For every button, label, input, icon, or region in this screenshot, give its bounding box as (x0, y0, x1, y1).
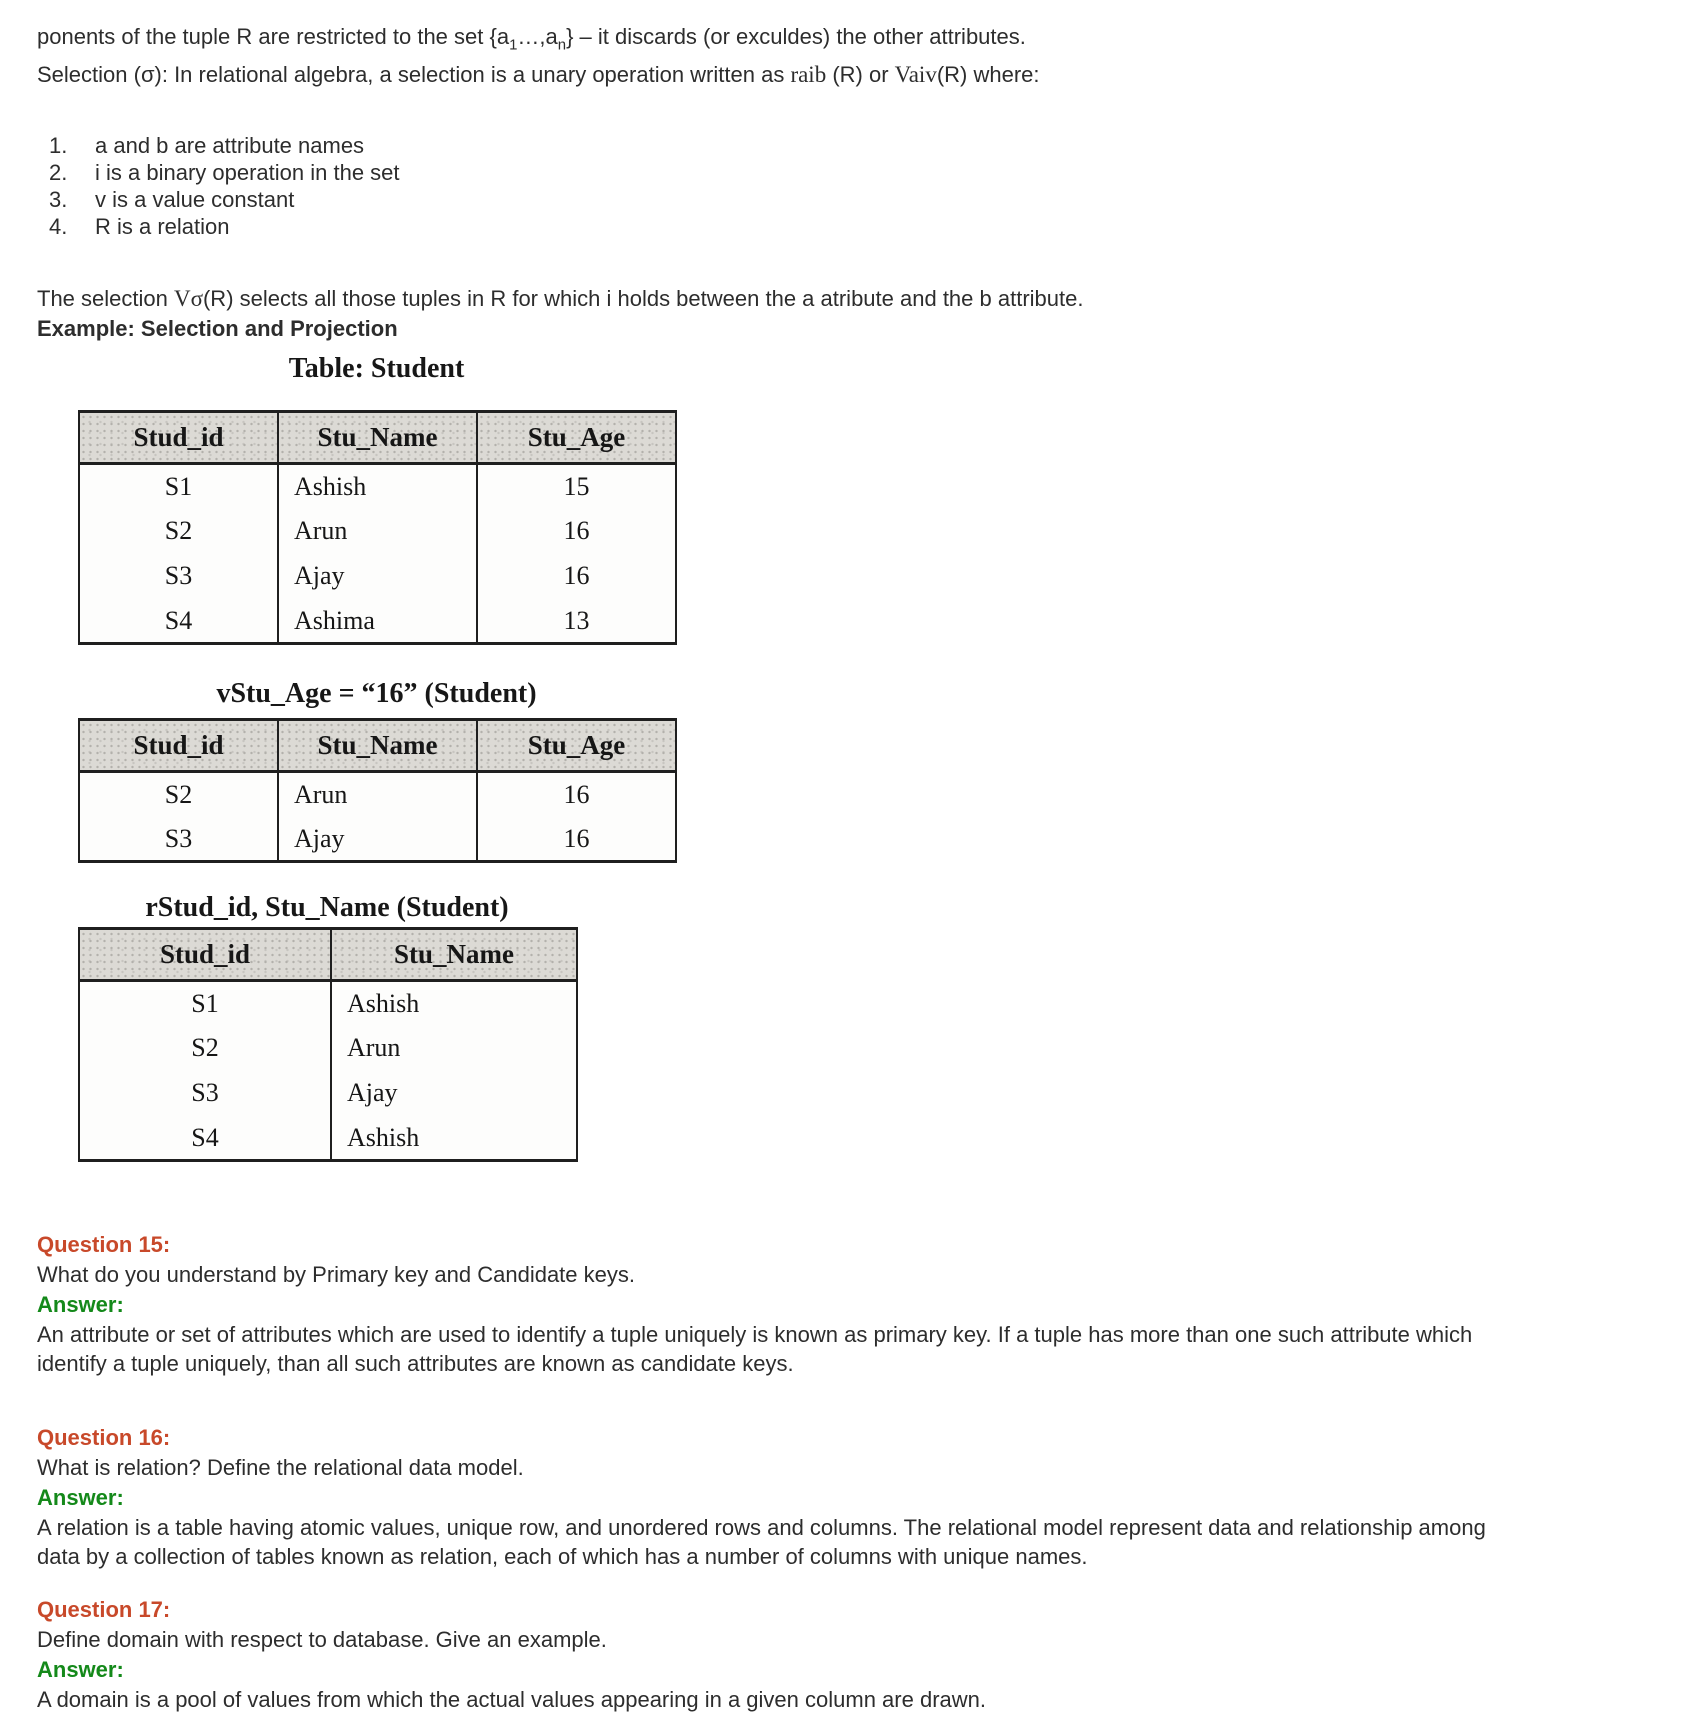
table-cell: S2 (79, 509, 278, 554)
table-cell: 13 (477, 599, 676, 644)
table-header-row (79, 929, 577, 981)
selection-note-pre: The selection (37, 286, 174, 312)
table-cell: Ajay (278, 554, 477, 599)
answer-label: Answer: (37, 1292, 124, 1318)
answer-label: Answer: (37, 1657, 124, 1683)
table-cell: Ashish (331, 981, 577, 1026)
selection-result-caption: vStu_Age = “16” (Student) (216, 678, 537, 710)
intro-line-1-pre: ponents of the tuple R are restricted to the set {a (37, 24, 510, 49)
table-cell: Arun (278, 772, 477, 817)
student-table (78, 410, 677, 645)
selection-operator-1: raib (790, 62, 827, 88)
intro-line-1 (37, 22, 1660, 60)
projection-result-table (78, 927, 578, 1162)
table-cell: 16 (477, 817, 676, 862)
qa-block-question-17 (37, 1595, 1660, 1714)
table-row (79, 509, 676, 554)
table-header-row (79, 412, 676, 464)
intro-line-1-post: } – it discards (or exculdes) the other attributes. (566, 24, 1026, 49)
table-cell: S1 (79, 464, 278, 509)
list-item-text: a and b are attribute names (95, 133, 365, 159)
table-cell: 16 (477, 772, 676, 817)
subscript-n: n (557, 36, 567, 54)
table-cell: S2 (79, 1026, 331, 1071)
table-row (79, 599, 676, 644)
selection-operator-3: Vσ (173, 286, 203, 312)
table-cell: S4 (79, 599, 278, 644)
selection-note (37, 284, 1660, 314)
qa-block-question-15 (37, 1230, 1660, 1378)
table-header-cell: Stu_Name (331, 929, 577, 981)
table-row (79, 1071, 577, 1116)
projection-result-caption: rStud_id, Stu_Name (Student) (145, 892, 509, 924)
example-heading: Example: Selection and Projection (37, 316, 398, 342)
table-header-cell: Stud_id (79, 412, 278, 464)
selection-result-table (78, 718, 677, 863)
table-cell: 16 (477, 509, 676, 554)
list-item (49, 186, 1660, 213)
answer-label: Answer: (37, 1485, 124, 1511)
list-item-number: 3. (49, 187, 68, 213)
answer-text: An attribute or set of attributes which are used to identify a tuple uniquely is known as primary key. If a tuple has more than one such attribute which identify a tuple uniquely, than all such attributes are known as candidate keys. (37, 1322, 1473, 1377)
table-header-cell: Stu_Name (278, 720, 477, 772)
list-item (49, 159, 1660, 186)
question-text: Define domain with respect to database. Give an example. (37, 1627, 607, 1653)
intro-line-2-mid: (R) or (826, 62, 895, 88)
table-cell: S4 (79, 1116, 331, 1161)
intro-line-2-pre: Selection (σ): In relational algebra, a selection is a unary operation written as (37, 62, 791, 88)
table-row (79, 1026, 577, 1071)
table-cell: Arun (331, 1026, 577, 1071)
scanned-tables-block (78, 352, 1660, 1162)
table-header-row (79, 720, 676, 772)
list-item-text: v is a value constant (95, 187, 295, 213)
table-cell: S3 (79, 554, 278, 599)
table-cell: S3 (79, 817, 278, 862)
table-row (79, 464, 676, 509)
qa-block-question-16 (37, 1423, 1660, 1571)
selection-note-post: (R) selects all those tuples in R for which i holds between the a atribute and the b attribute. (202, 286, 1084, 312)
table-header-cell: Stud_id (79, 929, 331, 981)
table-header-cell: Stu_Age (477, 412, 676, 464)
intro-line-2-post: (R) where: (936, 62, 1040, 88)
list-item (49, 213, 1660, 240)
intro-line-1-mid: …,a (517, 24, 558, 49)
table-row (79, 554, 676, 599)
list-item-number: 1. (49, 133, 68, 159)
list-item-number: 4. (49, 214, 68, 240)
table-header-cell: Stu_Age (477, 720, 676, 772)
question-text: What do you understand by Primary key and Candidate keys. (37, 1262, 635, 1288)
table-cell: Ashish (331, 1116, 577, 1161)
table-cell: Ashima (278, 599, 477, 644)
selection-operator-2: Vaiv (894, 62, 937, 88)
student-table-caption: Table: Student (288, 353, 465, 385)
question-label: Question 17: (37, 1597, 171, 1623)
list-item-number: 2. (49, 160, 68, 186)
table-row (79, 772, 676, 817)
subscript-1: 1 (509, 36, 518, 54)
question-label: Question 15: (37, 1232, 171, 1258)
table-cell: 15 (477, 464, 676, 509)
question-label: Question 16: (37, 1425, 171, 1451)
table-cell: Ashish (278, 464, 477, 509)
question-text: What is relation? Define the relational data model. (37, 1455, 524, 1481)
list-item-text: i is a binary operation in the set (95, 160, 400, 186)
list-item-text: R is a relation (95, 214, 230, 240)
table-cell: Ajay (331, 1071, 577, 1116)
table-row (79, 1116, 577, 1161)
intro-line-2 (37, 60, 1660, 90)
table-cell: 16 (477, 554, 676, 599)
table-cell: Ajay (278, 817, 477, 862)
table-cell: S3 (79, 1071, 331, 1116)
ordered-list (49, 132, 1660, 240)
table-cell: S1 (79, 981, 331, 1026)
table-header-cell: Stud_id (79, 720, 278, 772)
answer-text: A relation is a table having atomic values, unique row, and unordered rows and columns. The relational model represent data and relationship among data by a collection of tables known as relation, each of which has a number of columns with unique names. (37, 1515, 1486, 1570)
table-cell: S2 (79, 772, 278, 817)
table-row (79, 817, 676, 862)
answer-text: A domain is a pool of values from which the actual values appearing in a given column are drawn. (37, 1687, 986, 1713)
table-header-cell: Stu_Name (278, 412, 477, 464)
table-cell: Arun (278, 509, 477, 554)
table-row (79, 981, 577, 1026)
list-item (49, 132, 1660, 159)
